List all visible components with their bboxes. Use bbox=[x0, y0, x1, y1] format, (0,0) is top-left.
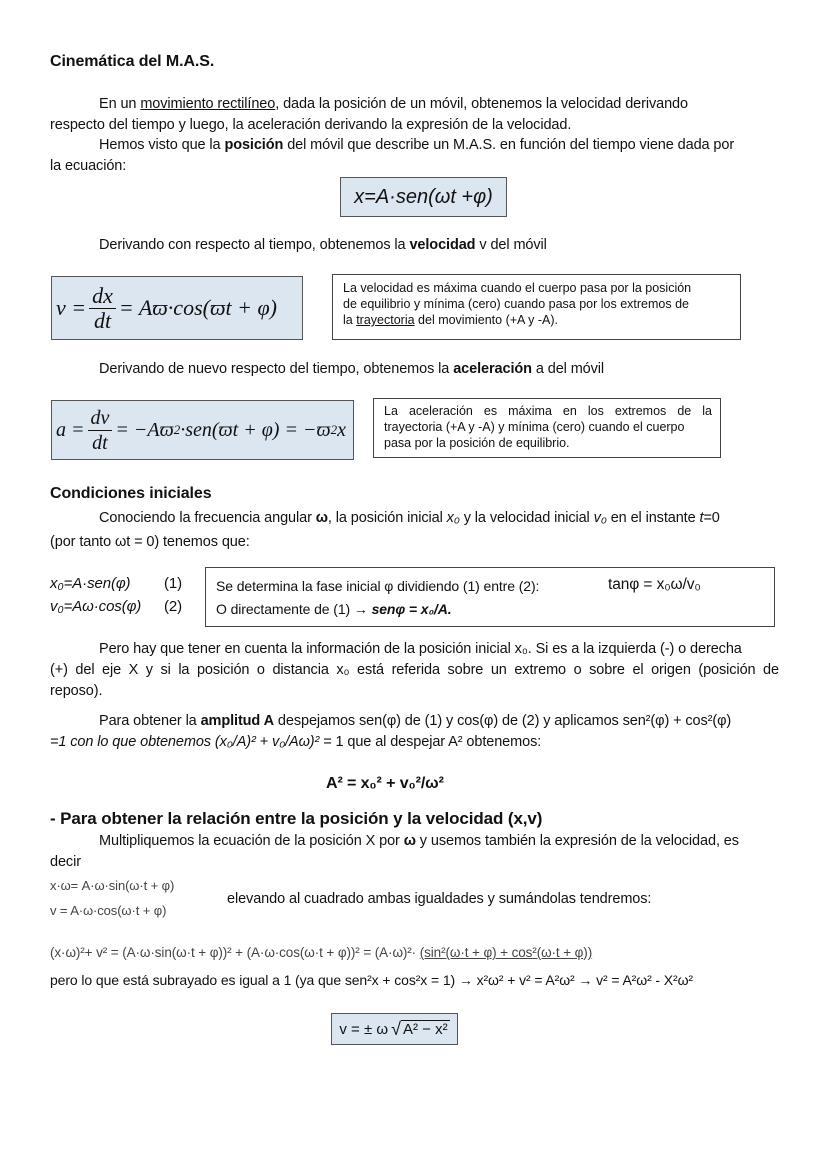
note-line bbox=[343, 312, 740, 328]
sum-equation bbox=[50, 943, 592, 963]
equation-2: v₀=Aω·cos(φ) bbox=[50, 598, 142, 615]
x0-symbol: x₀ bbox=[446, 510, 460, 526]
equation-1-number: (1) bbox=[164, 575, 183, 592]
sen-formula: senφ = x₀/A. bbox=[371, 601, 452, 617]
velocity-note-box bbox=[332, 274, 741, 340]
section-heading: Condiciones iniciales bbox=[50, 485, 212, 502]
fraction-numerator: dx bbox=[89, 284, 116, 309]
underlined-identity: (sin²(ω·t + φ) + cos²(ω·t + φ)) bbox=[419, 945, 593, 960]
text: Derivando de nuevo respecto del tiempo, obtenemos la bbox=[99, 361, 454, 377]
intro-paragraph-line: respecto del tiempo y luego, la aceleración derivando la expresión de la velocidad. bbox=[50, 117, 572, 133]
text: Conociendo la frecuencia angular bbox=[99, 510, 316, 526]
text: la bbox=[343, 313, 357, 327]
omega-symbol: ω bbox=[315, 510, 328, 526]
tan-formula: tanφ = x₀ω/v₀ bbox=[608, 576, 701, 593]
acceleration-intro bbox=[99, 359, 604, 379]
acceleration-note-box bbox=[373, 398, 721, 458]
text: a del móvil bbox=[531, 361, 605, 377]
text: , dada la posición de un móvil, obtenemos la velocidad derivando bbox=[275, 96, 688, 112]
final-formula-box bbox=[331, 1013, 458, 1045]
formula-rhs: = Aϖ·cos(ϖt + φ) bbox=[118, 295, 277, 320]
paragraph-line: (por tanto ωt = 0) tenemos que: bbox=[50, 534, 250, 550]
equation-1: x₀=A·sen(φ) bbox=[50, 575, 131, 592]
relation-equation-2: v = A·ω·cos(ω·t + φ) bbox=[50, 903, 167, 918]
formula-lhs: v = ± ω bbox=[339, 1020, 389, 1038]
note-line: La velocidad es máxima cuando el cuerpo pasa por la posición bbox=[343, 281, 692, 295]
formula-lhs: a = bbox=[56, 418, 85, 441]
text: En un bbox=[99, 96, 141, 112]
fraction bbox=[88, 406, 113, 455]
phase-box-line: Se determina la fase inicial φ dividiendo (1) entre (2): bbox=[216, 578, 540, 594]
result-line: pero lo que está subrayado es igual a 1 (ya que sen²x + cos²x = 1) → x²ω² + v² = A²ω² → v² = A²ω² - X²ω² bbox=[50, 972, 693, 988]
amplitude-formula: A² = x₀² + v₀²/ω² bbox=[326, 775, 444, 792]
omega-symbol: ω bbox=[403, 833, 416, 849]
text: , la posición inicial bbox=[327, 510, 447, 526]
section-heading: - Para obtener la relación entre la posición y la velocidad (x,v) bbox=[50, 809, 543, 828]
paragraph-line: Pero hay que tener en cuenta la información de la posición inicial x₀. Si es a la izquierda (-) o derecha bbox=[99, 641, 742, 657]
movimiento-rectilineo-link[interactable]: movimiento rectilíneo bbox=[140, 96, 276, 112]
acceleration-formula-box bbox=[51, 400, 354, 460]
paragraph-line: (+) del eje X y si la posición o distancia x₀ está referida sobre un extremo o sobre el origen (posición de bbox=[50, 662, 779, 678]
note-line: La aceleración es máxima en los extremos de la bbox=[384, 404, 712, 418]
text: del móvil que describe un M.A.S. en función del tiempo viene dada por bbox=[283, 137, 735, 153]
text: Derivando con respecto al tiempo, obtenemos la bbox=[99, 237, 410, 253]
page-title: Cinemática del M.A.S. bbox=[50, 53, 215, 70]
position-formula-box bbox=[340, 177, 507, 217]
text: despejamos sen(φ) de (1) y cos(φ) de (2) y aplicamos sen²(φ) + cos²(φ) bbox=[273, 713, 732, 729]
text: 1 que al despejar A² obtenemos: bbox=[335, 734, 542, 750]
bold-term: posición bbox=[224, 137, 284, 153]
text: del movimiento (+A y -A). bbox=[414, 313, 559, 327]
bold-term: amplitud A bbox=[200, 713, 274, 729]
intro-paragraph-line: la ecuación: bbox=[50, 158, 127, 174]
text: Multipliquemos la ecuación de la posición X por bbox=[99, 833, 404, 849]
fraction bbox=[89, 284, 116, 333]
text: v del móvil bbox=[475, 237, 547, 253]
velocity-intro bbox=[99, 235, 547, 255]
bold-term: velocidad bbox=[409, 237, 476, 253]
note-line: trayectoria (+A y -A) y mínima (cero) cuando el cuerpo bbox=[384, 420, 685, 434]
paragraph-line bbox=[99, 508, 720, 528]
intro-paragraph-line bbox=[99, 135, 734, 155]
paragraph-line: elevando al cuadrado ambas igualdades y sumándolas tendremos: bbox=[227, 891, 652, 907]
text: en el instante bbox=[606, 510, 700, 526]
text: =0 bbox=[703, 510, 720, 526]
intro-paragraph-line bbox=[99, 94, 688, 114]
bold-term: aceleración bbox=[453, 361, 532, 377]
radicand: A² − x² bbox=[403, 1021, 448, 1038]
paragraph-line bbox=[99, 831, 739, 851]
note-line: de equilibrio y mínima (cero) cuando pasa por los extremos de bbox=[343, 297, 690, 311]
text: Para obtener la bbox=[99, 713, 201, 729]
text: Hemos visto que la bbox=[99, 137, 225, 153]
position-formula: x=A·sen(ωt +φ) bbox=[354, 185, 493, 208]
paragraph-line: decir bbox=[50, 854, 81, 870]
t-symbol: t bbox=[699, 510, 704, 526]
paragraph-line: reposo). bbox=[50, 683, 103, 699]
formula-lhs: v = bbox=[56, 295, 87, 320]
text: =1 con lo que obtenemos (x₀/A)² + v₀/Aω)² = bbox=[50, 734, 336, 750]
note-line: pasa por la posición de equilibrio. bbox=[384, 436, 570, 450]
relation-equation-1: x·ω= A·ω·sin(ω·t + φ) bbox=[50, 878, 175, 893]
velocity-formula bbox=[52, 277, 302, 339]
text: O directamente de (1) → bbox=[216, 601, 372, 617]
text: (x·ω)²+ v² = (A·ω·sin(ω·t + φ))² + (A·ω·cos(ω·t + φ))² = (A·ω)²· bbox=[50, 945, 420, 960]
phase-box-line bbox=[216, 599, 452, 619]
velocity-formula-box bbox=[51, 276, 303, 340]
equation-2-number: (2) bbox=[164, 598, 183, 615]
fraction-denominator: dt bbox=[92, 431, 108, 454]
paragraph-line bbox=[50, 732, 541, 752]
phase-box bbox=[205, 567, 775, 627]
fraction-denominator: dt bbox=[93, 307, 112, 333]
formula-rhs: = −Aϖ bbox=[115, 418, 174, 441]
acceleration-formula: a = $\frac{dv}{dt}$ = −Aϖ 2 ·sen(ϖt + φ) = −ϖ 2 x bbox=[56, 406, 346, 454]
v0-symbol: v₀ bbox=[593, 510, 607, 526]
text: y usemos también la expresión de la velocidad, es bbox=[415, 833, 739, 849]
text: y la velocidad inicial bbox=[459, 510, 594, 526]
formula-rhs: ·sen(ϖt + φ) = −ϖ bbox=[180, 418, 331, 441]
fraction-numerator: dv bbox=[88, 406, 113, 431]
sqrt-icon: √ bbox=[391, 1018, 401, 1039]
paragraph-line bbox=[99, 711, 731, 731]
formula-rhs: x bbox=[337, 418, 346, 441]
trayectoria-link[interactable]: trayectoria bbox=[356, 313, 415, 327]
